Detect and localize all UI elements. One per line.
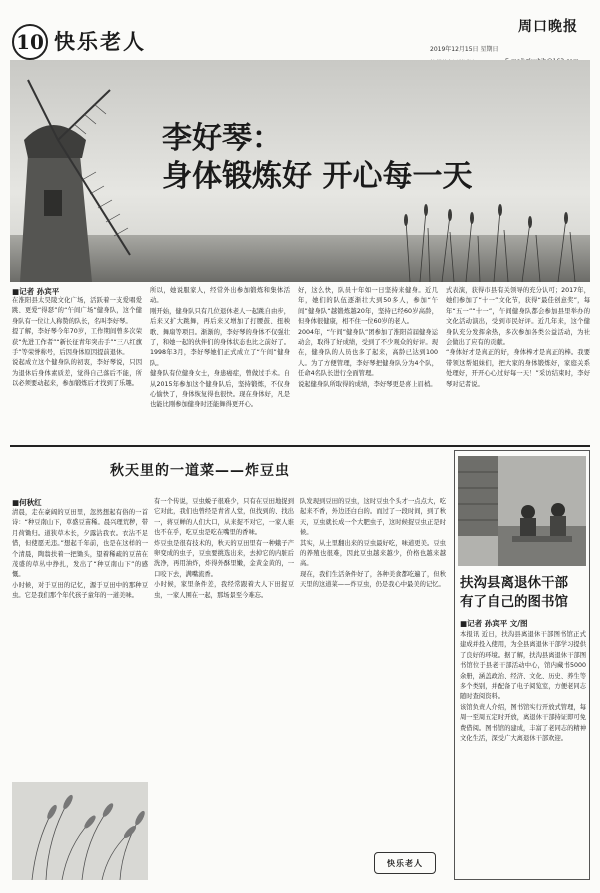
reeds-illustration	[12, 782, 148, 880]
library-reading-room-image	[458, 456, 586, 566]
feature-headline	[162, 120, 472, 196]
feature-column-2: 所以，她说服家人，经常外出参加锻炼和集体活动。 刚开始，健身队只有几位退休老人一起跳自由步，后来又扩大跳舞，再后来又增加了打腰鼓、扭秧歌、舞扇等项目。渐渐的，李好琴的身体不仅强壮了，和她一起的伙伴们的身体状态也比之前好了。1998年3月，李好琴她们正式成立了“午间”健身队。 健身队有位健身女士，身患癌症，曾做过手术。自从2015年参加这个健身队后，坚持锻炼，不仅身心愉快了，身体恢复得也很快。现在身体好，凡是也能比刚参加健身时还能舞得更开心。	[150, 287, 290, 409]
library-photo	[458, 456, 586, 566]
page-number: 10	[12, 24, 48, 60]
date-line: 2019年12月15日 星期日	[430, 46, 499, 53]
sidebar-body: 本报讯 近日，扶沟县离退休干部图书馆正式建成并投入使用，为全县离退休干部学习提供了良好的环境。据了解，扶沟县离退休干部图书馆位于县老干部活动中心，馆内藏书5000余册，涵盖政治、经济、文化、历史、养生等多个类别，并配备了电子阅览室，方便老同志随时查阅资料。 该馆负责人介绍，图书馆实行开放式管理，每周一至周五定时开放，离退休干部持证即可免费借阅。图书馆的建成，丰富了老同志的精神文化生活，深受广大离退休干部欢迎。	[460, 631, 586, 743]
sidebar-title-line2: 有了自己的图书馆	[460, 594, 568, 610]
paper-name: 周口晚报	[518, 19, 578, 35]
sidebar-title-line1: 扶沟县离退休干部	[460, 575, 568, 591]
article2-column-3: 队发现到豆田的豆虫，这时豆虫个头才一点点大，吃起来不香，外边还白白的。而过了一段时间，到了秋天，豆虫就长成一个大肥虫子，这时候捉豆虫正是时候。 其实，从土里翻出来的豆虫最好吃，味道更美。豆虫的养殖也很难，因此豆虫越来越少，价格也越来越高。 现在，我们生活条件好了，各种美食都吃遍了，但秋天里的这道菜——炸豆虫，仍是我心中最美的记忆。	[300, 498, 446, 589]
feature-column-1: 在淮阳县太昊陵文化广场，活跃着一支爱唱爱跳、更爱“得瑟”的“午间广场”健身队，这个健身队有一位让人称赞的队长，名叫李好琴。 提了解，李好琴今年70岁，工作期间曾多次荣获“先进工作者”“新长征青年突击手”“三八红旗手”等荣誉称号，后因身体原因提前退休。 说起成立这个健身队的初衷，李好琴说，只因为退休后身体素质差，觉得自己落后不能，所以必须要动起来，参加锻炼后才找到了乐趣。	[12, 297, 142, 388]
section-divider	[10, 445, 590, 447]
section-title: 快乐老人	[54, 30, 146, 54]
sidebar-byline: ■记者 孙宾平 文/图	[460, 619, 528, 628]
feature-byline: ■记者 孙宾平	[12, 287, 60, 296]
article2-headline: 秋天里的一道菜——炸豆虫	[110, 463, 290, 479]
header-meta	[430, 44, 520, 53]
reeds-image	[12, 782, 148, 880]
article2-column-1: 清晨，走在豪阔的豆田里，忽然想起有俗的一首诗：“种豆南山下，草盛豆苗稀。晨兴理荒秽，带月荷锄归。道狭草木长，夕露沾我衣。衣沾不足惜，但使愿无违。”想起千年前，也是在这样的一个清晨，陶翁扶着一把锄头，望着稀疏的豆苗在茂盛的草丛中挣扎，发出了“种豆南山下”的感慨。 小时候，对于豆田的记忆，源于豆田中的那种豆虫。它是我们那个年代孩子童年的一道美味。	[12, 509, 148, 600]
feature-column-3: 好，这么快，队员十年如一日坚持来健身。近几年，她们的队伍逐渐壮大到50多人，参加“午间”健身队“越锻炼越20年，坚持已经60岁高龄，但身体很健康，相不住一位60岁的老人。 2004年，“午间”健身队”团参加了淮阳首届健身运动会，取得了好成绩，受到了不少观众的好评。现在，健身队的人员也多了起来，高龄已达到100人。为了方便管理，李好琴把健身队分为4个队，任命4名队长进行全面管理。 说起健身队所取得的成绩，李好琴更是喜上眉梢。	[298, 287, 438, 388]
section-stamp: 快乐老人	[374, 852, 436, 874]
feature-title-line2: 身体锻炼好 开心每一天	[162, 159, 473, 194]
feature-title-line1: 李好琴：	[162, 121, 282, 156]
feature-column-4: 式表演，获得市县有关领导的充分认可；2017年，她们参加了“十一”文化节，获得“最佳创意奖”，每年“五一”“十一”，午间健身队都会参加县里举办的文化活动演出，受到市民好评。近几年来，这个健身队充分发挥余热，多次参加各类公益活动，为社会做出了应有的贡献。 “身体好才是真正的好，身体棒才是真正的棒。我要带领这帮姐妹们，把大家的身体锻炼好，家庭关系处理好，开开心心过好每一天！”采访结束时，李好琴对记者说。	[446, 287, 590, 388]
article2-byline: ■何秋红	[12, 498, 42, 507]
article2-column-2: 有一个传说，豆虫蜕子很难少，只有在豆田地捉到它对此，我们也曾经是青省人堂，但找到的、找出一，蒋豆蝉的人们大口，从来捉不对它，一家人谁也不在乎，吃豆虫是吃在嘴里的香味。 炸豆虫是很有技术的，秋天的豆田里有一种蛾子产卵变成的虫子，豆虫要挑选出来，去掉它的内脏后洗净，再用油炸，炸得外酥里嫩，金黄金黄的，一口咬下去，满嘴流香。 小时候，家里条件差，我经常跟着大人下田捉豆虫，一家人围在一起，那场景至今难忘。	[154, 498, 294, 599]
sidebar-headline	[460, 574, 568, 612]
